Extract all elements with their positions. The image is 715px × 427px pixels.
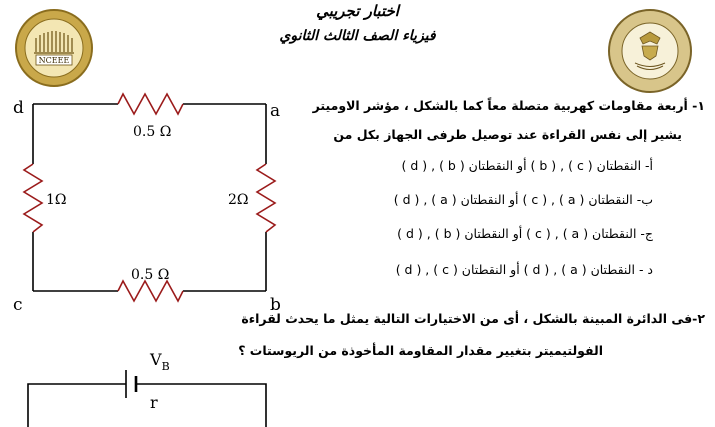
corner-label-c: c bbox=[13, 295, 23, 315]
exam-title: اختبار تجريبي bbox=[316, 2, 399, 20]
ministry-logo bbox=[607, 8, 693, 94]
corner-label-b: b bbox=[270, 295, 281, 315]
corner-label-a: a bbox=[270, 101, 281, 121]
question-1-option-c[interactable]: ج- النقطتان ( a ) , ( c ) أو النقطتان ( b ) , ( d ) bbox=[397, 226, 653, 241]
question-2-line-2: الفولتيميتر بتغيير مقدار المقاومة المأخوذة من الريوستات ؟ bbox=[238, 343, 603, 358]
exam-subtitle: فيزياء الصف الثالث الثانوي bbox=[279, 28, 436, 44]
question-1-line-2: يشير إلى نفس القراءة عند توصيل طرفى الجهاز بكل من bbox=[333, 127, 682, 142]
question-1-option-d[interactable]: د - النقطتان ( a ) , ( d ) أو النقطتان ( c ) , ( d ) bbox=[395, 262, 653, 277]
resistor-label-top: 0.5 Ω bbox=[133, 124, 172, 140]
circuit-figure-1 bbox=[0, 90, 290, 330]
nceee-logo bbox=[14, 8, 94, 88]
battery-label: $V_B$ bbox=[150, 350, 170, 373]
resistor-left bbox=[24, 164, 42, 232]
resistor-label-right: 2Ω bbox=[228, 192, 249, 208]
resistor-top bbox=[118, 94, 183, 114]
resistor-label-left: 1Ω bbox=[46, 192, 67, 208]
circuit-figure-2 bbox=[0, 330, 290, 427]
question-1-line-1: ١- أربعة مقاومات كهربية متصلة معاً كما بالشكل ، مؤشر الاوميتر bbox=[312, 98, 705, 113]
resistor-right bbox=[257, 164, 275, 232]
internal-resistance-label: r bbox=[150, 393, 158, 412]
question-1-option-b[interactable]: ب- النقطتان ( a ) , ( c ) أو النقطتان ( a ) , ( d ) bbox=[393, 192, 653, 207]
question-1-option-a[interactable]: أ- النقطتان ( c ) , ( b ) أو النقطتان ( b ) , ( d ) bbox=[401, 158, 653, 173]
question-2-line-1: ٢-فى الدائرة المبينة بالشكل ، أى من الاختيارات التالية يمثل ما يحدث لقراءة bbox=[241, 311, 705, 326]
resistor-label-bottom: 0.5 Ω bbox=[131, 267, 170, 283]
resistor-bottom bbox=[118, 281, 183, 301]
corner-label-d: d bbox=[13, 98, 24, 118]
nceee-logo-text: NCEEE bbox=[38, 56, 70, 65]
